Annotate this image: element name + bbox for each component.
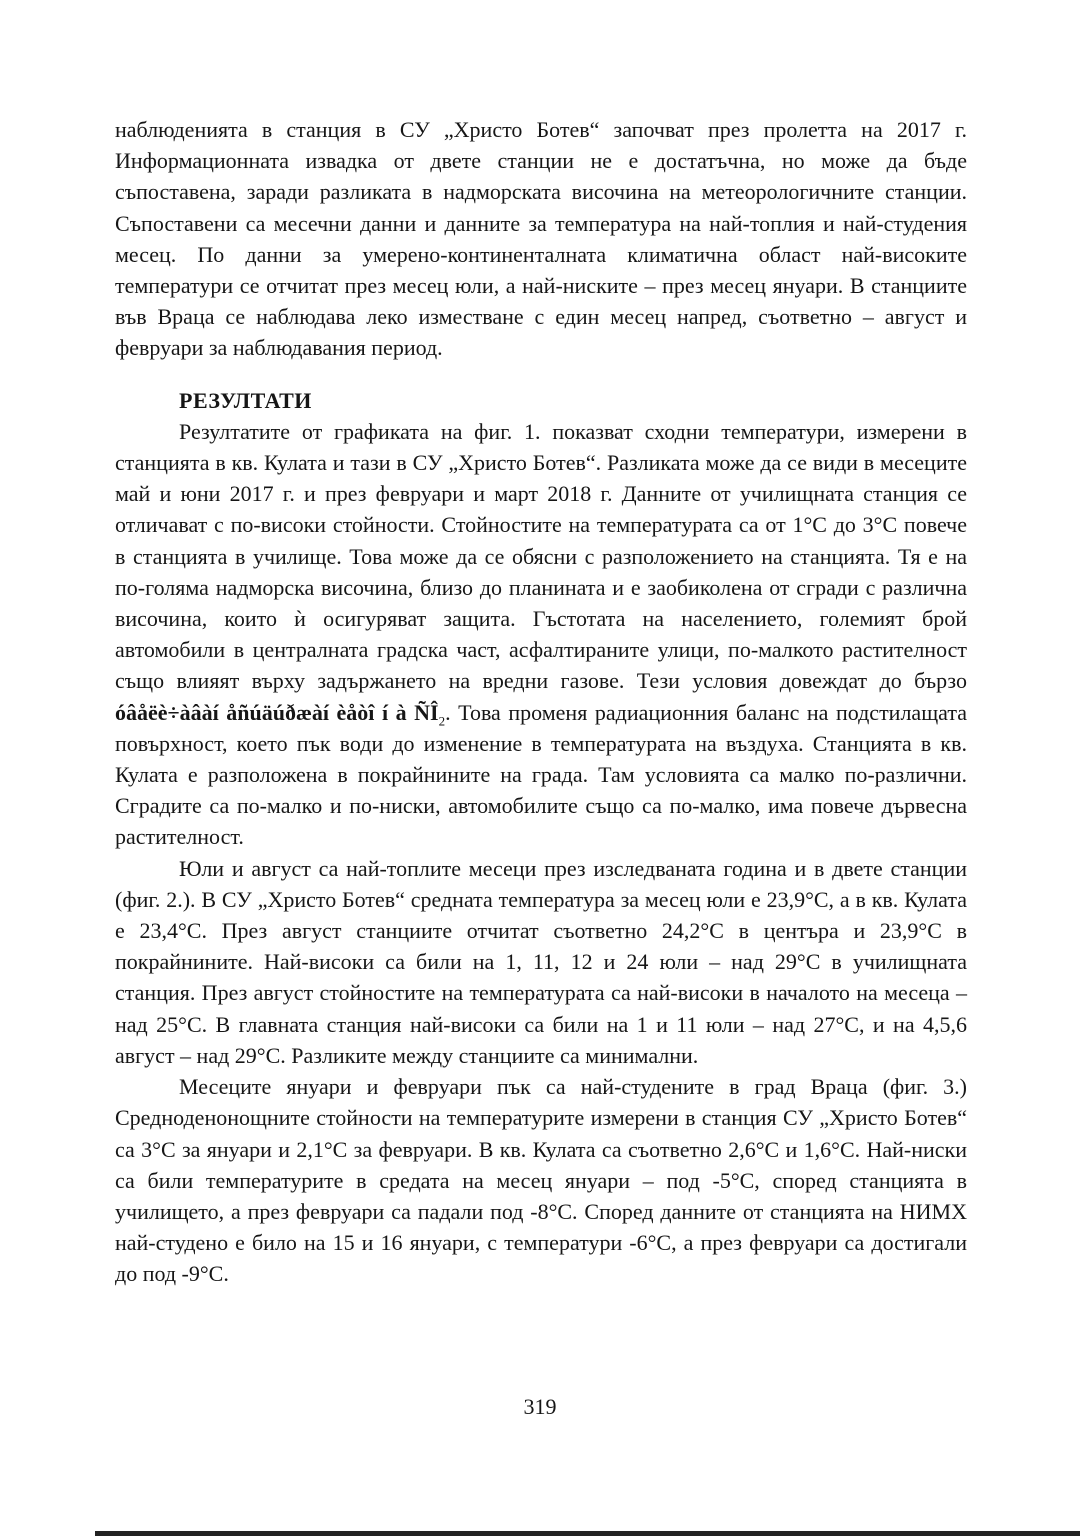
paragraph-intro-continuation: наблюденията в станция в СУ „Христо Ботев“ започват през пролетта на 2017 г. Информационната извадка от двете станции не е достатъчна, но може да бъде съпоставена, заради разликата в надморската височина на метеорологичните станции. Съпоставени са месечни данни и данните за температура на най-топлия и най-студения месец. По данни за умерено-континенталната климатична област най-високите температури се отчитат през месец юли, а най-ниските – през месец януари. В станциите във Враца се наблюдава леко изместване с един месец напред, съответно – август и февруари за наблюдавания период. (115, 117, 967, 361)
results-overview-text-a: Резултатите от графиката на фиг. 1. показват сходни температури, измерени в станцията в кв. Кулата и тази в СУ „Христо Ботев“. Разликата може да се види в месеците май и юни 2017 г. и през февруари и март 2018 г. Данните от училищната станция се отличават с по-високи стойности. Стойностите на температурата са от 1°С до 3°С повече в станцията в училище. Това може да се обясни с разположението на станцията. Тя е на по-голяма надморска височина, близо до планината и е заобиколена от сгради с различна височина, които ѝ осигуряват защита. Гъстотата на населението, големият брой автомобили в централната градска част, асфалтираните улици, по-малкото растителност също влияят върху задържането на вредни газове. Тези условия довеждат до бързо (115, 418, 967, 694)
page-text-block (115, 114, 967, 1290)
page-number: 319 (523, 1394, 557, 1419)
scan-edge-artifact (95, 1531, 1080, 1536)
results-overview-text-b: . Това променя радиационния баланс на подстилащата повърхност, което пък води до изменение в температурата на въздуха. Станцията в кв. Кулата е разположена в покрайнините на града. Там условията са малко по-различни. Сградите са по-малко и по-ниски, автомобилите също са по-малко, има повече дървесна растителност. (115, 699, 967, 850)
co2-subscript: 2 (438, 713, 446, 729)
paragraph-summer-temperatures: Юли и август са най-топлите месеци през изследваната година и в двете станции (фиг. 2.). В СУ „Христо Ботев“ средната температура за месец юли е 23,9°С, а в кв. Кулата е 23,4°С. През август станциите отчитат съответно 24,2°С в центъра и 23,9°С в покрайнините. Най-високи са били на 1, 11, 12 и 24 юли – над 29°С в училищната станция. През август стойностите на температурата са най-високи в началото на месеца – над 25°С. В главната станция най-високи са били на 1 и 11 юли – над 27°С, и на 4,5,6 август – над 29°С. Разликите между станциите са минимални. (115, 855, 967, 1068)
paragraph-results-overview (115, 416, 967, 853)
mojibake-co2-text: óâåëè÷àâàí åñúäúðæàí èåòî í à ÑÎ (115, 699, 439, 725)
paragraph-winter-temperatures: Месеците януари и февруари пък са най-студените в град Враца (фиг. 3.) Средноденонощните стойности на температурите измерени в станция СУ „Христо Ботев“ са 3°С за януари и 2,1°С за февруари. В кв. Кулата са съответно 2,6°С и 1,6°С. Най-ниски са били температурите в средата на месец януари – под -5°С, според станцията в училището, а през февруари са падали под -8°С. Според данните от станцията на НИМХ най-студено е било на 15 и 16 януари, с температури -6°С, а през февруари са достигали до под -9°С. (115, 1074, 967, 1287)
results-section-heading: РЕЗУЛТАТИ (179, 387, 312, 413)
